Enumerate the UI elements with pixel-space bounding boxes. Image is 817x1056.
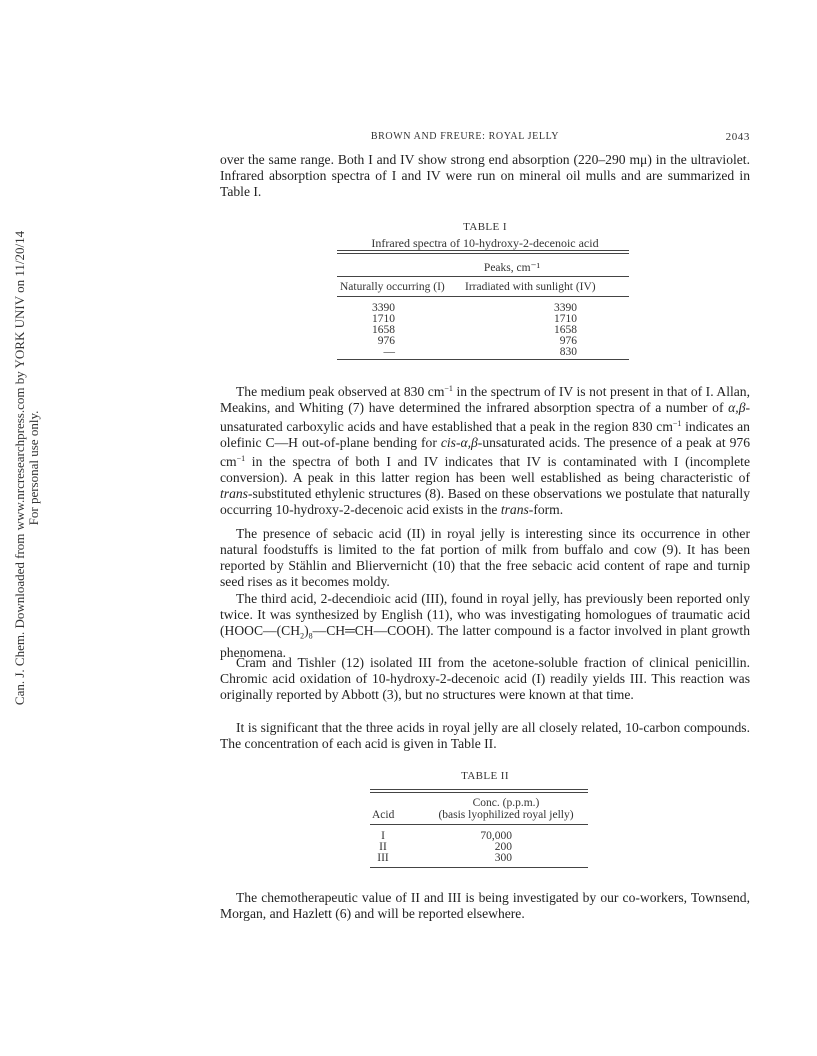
table-1-span-header: Peaks, cm⁻¹ xyxy=(483,262,541,274)
table-cell: 976 xyxy=(559,335,577,347)
table-cell: III xyxy=(377,852,389,864)
table-1-col-header-irradiated: Irradiated with sunlight (IV) xyxy=(465,281,596,293)
paragraph-1: over the same range. Both I and IV show strong end absorption (220–290 mμ) in the ultraviolet. Infrared absorption spectra of I and IV were run on mineral oil mulls and are summarized in Table I. xyxy=(220,152,750,199)
table-2-label: TABLE II xyxy=(461,770,509,782)
paragraph-4: The third acid, 2-decendioic acid (III), found in royal jelly, has previously been reported only twice. It was synthesized by English (11), who was investigating homologues of traumatic acid $(HOOC—(CH_2)_8—CH═CH—COOH)$. The latter compound is a factor involved in plant growth phenomena. xyxy=(220,591,750,660)
table-2-header-acid: Acid xyxy=(372,809,395,821)
table-2-header-conc-1: Conc. (p.p.m.) xyxy=(472,797,540,809)
paragraph-6: It is significant that the three acids in royal jelly are all closely related, 10-carbon compounds. The concentration of each acid is given in Table II. xyxy=(220,720,750,751)
table-2 xyxy=(370,789,588,875)
table-cell: — xyxy=(383,346,395,358)
table-cell: II xyxy=(379,841,387,853)
table-cell: 1710 xyxy=(554,313,577,325)
table-1-rule-span xyxy=(337,276,629,277)
table-cell: 1658 xyxy=(554,324,577,336)
table-1-rule-bottom xyxy=(337,359,629,360)
table-cell: 830 xyxy=(559,346,577,358)
table-1 xyxy=(337,250,629,362)
table-2-rule-header xyxy=(370,824,588,825)
table-1-rule-top-double xyxy=(337,253,629,254)
table-1-title: Infrared spectra of 10-hydroxy-2-decenoic acid xyxy=(371,236,599,250)
table-2-rule-top xyxy=(370,789,588,790)
table-cell: 200 xyxy=(494,841,512,853)
table-1-rule-header xyxy=(337,296,629,297)
table-cell: 1658 xyxy=(372,324,395,336)
running-head xyxy=(220,131,750,145)
table-1-col-header-naturally: Naturally occurring (I) xyxy=(340,281,445,293)
download-notice: Can. J. Chem. Downloaded from www.nrcresearchpress.com by YORK UNIV on 11/20/14 xyxy=(12,230,27,706)
table-2-header-conc-2: (basis lyophilized royal jelly) xyxy=(438,809,574,821)
paragraph-2: The medium peak observed at 830 $cm^{-1}$ in the spectrum of IV is not present in that of I. Allan, Meakins, and Whiting (7) have determined the infrared absorption spectra of a number of α,β-unsaturated carboxylic acids and have established that a peak in the region 830 $cm^{-1}$ indicates an olefinic C—H out-of-plane bending for cis-α,β-unsaturated acids. The presence of a peak at 976 $cm^{-1}$ in the spectra of both I and IV indicates that IV is contaminated with I (incomplete conversion). A peak in this latter region has been well established as being characteristic of trans-substituted ethylenic structures (8). Based on these observations we postulate that naturally occurring 10-hydroxy-2-decenoic acid exists in the trans-form. xyxy=(220,384,750,517)
download-stamp xyxy=(0,0,40,1056)
table-cell: 3390 xyxy=(372,302,395,314)
table-cell: I xyxy=(381,830,385,842)
table-cell: 300 xyxy=(494,852,512,864)
personal-use-notice: For personal use only. xyxy=(26,410,41,526)
table-1-label: TABLE I xyxy=(463,221,507,233)
table-1-rule-top xyxy=(337,250,629,251)
running-title: BROWN AND FREURE: ROYAL JELLY xyxy=(370,131,560,142)
table-2-rule-bottom xyxy=(370,867,588,868)
table-cell: 1710 xyxy=(372,313,395,325)
paragraph-5: Cram and Tishler (12) isolated III from the acetone-soluble fraction of clinical penicillin. Chromic acid oxidation of 10-hydroxy-2-decenoic acid (I) readily yields III. This reaction was originally reported by Abbott (3), but no structures were known at that time. xyxy=(220,655,750,702)
table-cell: 976 xyxy=(377,335,395,347)
paragraph-3: The presence of sebacic acid (II) in royal jelly is interesting since its occurrence in other natural foodstuffs is limited to the fat portion of milk from buffalo and cow (9). It has been reported by Stählin and Bliervernicht (10) that the free sebacic acid content of rape and turnip seed rises as it becomes moldy. xyxy=(220,526,750,589)
page-number: 2043 xyxy=(725,131,750,143)
table-cell: 3390 xyxy=(554,302,577,314)
table-2-rule-top-double xyxy=(370,792,588,793)
table-cell: 70,000 xyxy=(480,830,512,842)
paragraph-7: The chemotherapeutic value of II and III is being investigated by our co-workers, Townsend, Morgan, and Hazlett (6) and will be reported elsewhere. xyxy=(220,890,750,921)
